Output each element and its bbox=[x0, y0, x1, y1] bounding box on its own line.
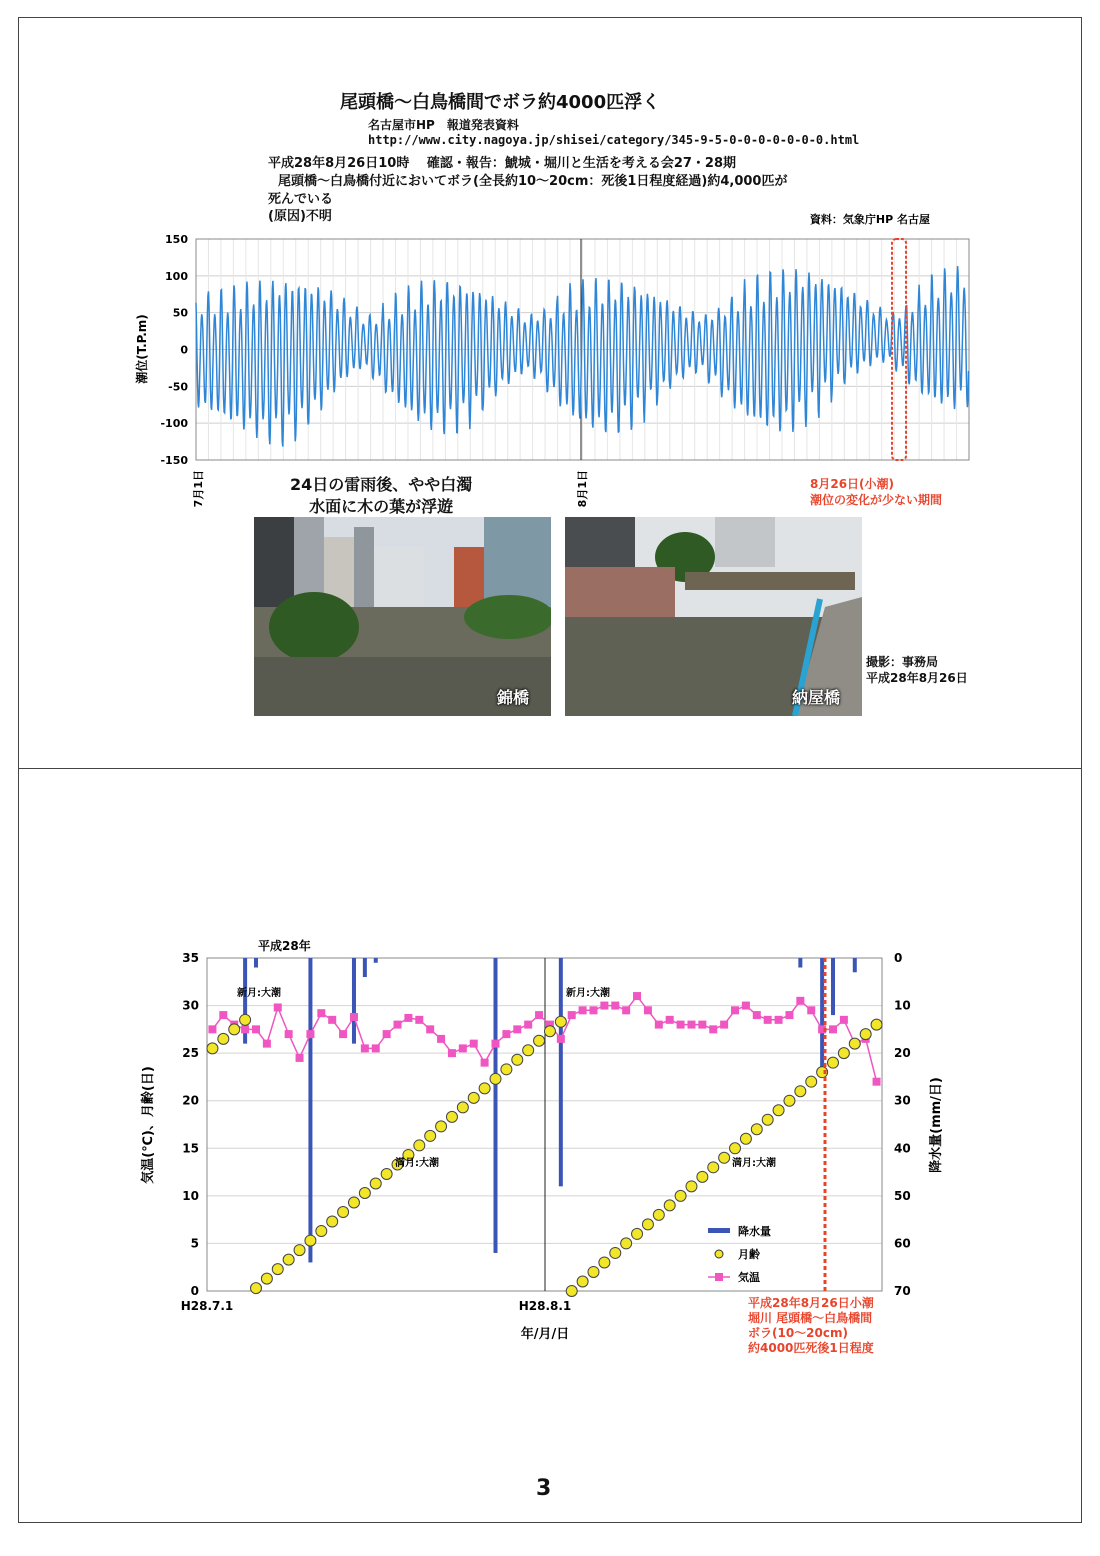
temp-point bbox=[622, 1006, 630, 1014]
temp-point bbox=[687, 1021, 695, 1029]
rain-bar bbox=[798, 958, 802, 968]
photo-credit-1: 撮影：事務局 bbox=[866, 655, 939, 669]
temp-point bbox=[448, 1049, 456, 1057]
moon-age-point bbox=[621, 1238, 632, 1249]
climate-y-left-tick: 5 bbox=[190, 1236, 199, 1251]
report-line-1: 平成28年8月26日10時 確認・報告：鯱城・堀川と生活を考える会27・28期 bbox=[268, 156, 737, 171]
moon-age-point bbox=[229, 1024, 240, 1035]
moon-age-point bbox=[218, 1033, 229, 1044]
incident-note-4: 約4000匹死後1日程度 bbox=[748, 1341, 874, 1355]
legend-rain-swatch bbox=[708, 1228, 730, 1233]
photo-caption-1: 24日の雷雨後、やや白濁 bbox=[290, 475, 473, 494]
moon-age-point bbox=[294, 1245, 305, 1256]
moon-age-point bbox=[523, 1045, 534, 1056]
moon-age-point bbox=[566, 1286, 577, 1297]
tide-x-tick-0: 7月1日 bbox=[192, 470, 205, 508]
moon-age-point bbox=[534, 1035, 545, 1046]
temp-point bbox=[339, 1030, 347, 1038]
temp-point bbox=[502, 1030, 510, 1038]
climate-x-tick-1: H28.8.1 bbox=[518, 1299, 572, 1313]
climate-y-right-tick: 10 bbox=[894, 998, 911, 1013]
moon-age-point bbox=[207, 1043, 218, 1054]
temp-point bbox=[666, 1016, 674, 1024]
tide-highlight-note bbox=[810, 476, 942, 508]
legend-temp-swatch bbox=[715, 1273, 723, 1281]
climate-y-left-tick: 10 bbox=[182, 1188, 199, 1203]
moon-age-point bbox=[468, 1092, 479, 1103]
moon-age-point bbox=[632, 1228, 643, 1239]
moon-age-point bbox=[751, 1124, 762, 1135]
temp-point bbox=[350, 1013, 358, 1021]
climate-annotation: 平成28年 bbox=[258, 939, 311, 953]
moon-age-point bbox=[490, 1073, 501, 1084]
temp-point bbox=[404, 1014, 412, 1022]
tide-y-tick: 50 bbox=[172, 306, 188, 320]
moon-age-point bbox=[730, 1143, 741, 1154]
moon-age-point bbox=[719, 1152, 730, 1163]
temp-point bbox=[296, 1054, 304, 1062]
moon-age-point bbox=[828, 1057, 839, 1068]
temp-point bbox=[535, 1011, 543, 1019]
rain-bar bbox=[853, 958, 857, 972]
moon-age-point bbox=[544, 1026, 555, 1037]
temp-point bbox=[753, 1011, 761, 1019]
climate-y-axis-right-label: 降水量(mm/日) bbox=[929, 1077, 944, 1173]
page-title: 尾頭橋～白鳥橋間でボラ約4000匹浮く bbox=[340, 92, 661, 113]
moon-age-point bbox=[849, 1038, 860, 1049]
moon-age-point bbox=[664, 1200, 675, 1211]
temp-point bbox=[372, 1044, 380, 1052]
tide-y-tick: 150 bbox=[165, 233, 188, 246]
page-number: 3 bbox=[536, 1476, 552, 1501]
tide-source: 資料：気象庁HP 名古屋 bbox=[809, 213, 930, 226]
temp-point bbox=[829, 1025, 837, 1033]
tide-x-tick-1: 8月1日 bbox=[576, 470, 589, 508]
moon-age-point bbox=[425, 1130, 436, 1141]
temp-point bbox=[481, 1059, 489, 1067]
temp-point bbox=[731, 1006, 739, 1014]
moon-age-point bbox=[653, 1209, 664, 1220]
climate-y-right-tick: 0 bbox=[894, 951, 903, 965]
moon-age-point bbox=[871, 1019, 882, 1030]
temp-point bbox=[677, 1021, 685, 1029]
temp-point bbox=[611, 1002, 619, 1010]
temp-point bbox=[644, 1006, 652, 1014]
moon-age-point bbox=[250, 1283, 261, 1294]
photo-nishiki-bridge bbox=[254, 517, 551, 716]
moon-label-new-1: 新月:大潮 bbox=[237, 988, 281, 999]
climate-y-right-tick: 50 bbox=[894, 1188, 911, 1203]
moon-label-full-2: 満月:大潮 bbox=[732, 1158, 776, 1169]
temp-point bbox=[241, 1025, 249, 1033]
moon-age-point bbox=[327, 1216, 338, 1227]
incident-note-2: 堀川 尾頭橋～白鳥橋間 bbox=[748, 1311, 873, 1325]
temp-point bbox=[426, 1025, 434, 1033]
temp-point bbox=[785, 1011, 793, 1019]
moon-age-point bbox=[414, 1140, 425, 1151]
source-label: 名古屋市HP 報道発表資料 bbox=[368, 118, 519, 132]
temp-point bbox=[317, 1009, 325, 1017]
temp-point bbox=[579, 1006, 587, 1014]
tide-y-tick: 100 bbox=[165, 269, 188, 283]
report-line-2: 尾頭橋～白鳥橋付近においてボラ(全長約10～20cm：死後1日程度経過)約4,000匹が bbox=[278, 174, 788, 189]
moon-label-new-2: 新月:大潮 bbox=[566, 988, 610, 999]
moon-age-point bbox=[479, 1083, 490, 1094]
temp-point bbox=[698, 1021, 706, 1029]
moon-age-point bbox=[305, 1235, 316, 1246]
moon-age-point bbox=[359, 1188, 370, 1199]
tide-y-tick: -150 bbox=[160, 454, 188, 467]
rain-bar bbox=[363, 958, 367, 977]
moon-age-point bbox=[762, 1114, 773, 1125]
rain-bar bbox=[831, 958, 835, 1015]
temp-point bbox=[524, 1021, 532, 1029]
photo-caption-2: 水面に木の葉が浮遊 bbox=[309, 497, 454, 516]
temp-point bbox=[492, 1040, 500, 1048]
temp-point bbox=[208, 1025, 216, 1033]
moon-age-point bbox=[457, 1102, 468, 1113]
moon-age-point bbox=[838, 1048, 849, 1059]
temp-point bbox=[589, 1006, 597, 1014]
tide-y-tick: 0 bbox=[180, 343, 188, 357]
temp-point bbox=[807, 1006, 815, 1014]
temp-point bbox=[513, 1025, 521, 1033]
moon-age-point bbox=[283, 1254, 294, 1265]
rain-bar bbox=[254, 958, 258, 968]
rain-bar bbox=[352, 958, 356, 1044]
temp-point bbox=[263, 1040, 271, 1048]
photo-naya-label: 納屋橋 bbox=[791, 688, 840, 707]
climate-y-left-tick: 20 bbox=[182, 1093, 199, 1108]
moon-age-point bbox=[381, 1168, 392, 1179]
moon-age-point bbox=[501, 1064, 512, 1075]
moon-age-point bbox=[642, 1219, 653, 1230]
climate-legend bbox=[708, 1224, 771, 1284]
temp-point bbox=[633, 992, 641, 1000]
temp-point bbox=[775, 1016, 783, 1024]
photo-nishiki-label: 錦橋 bbox=[496, 688, 529, 707]
temp-point bbox=[437, 1035, 445, 1043]
temp-point bbox=[383, 1030, 391, 1038]
photo-caption bbox=[290, 474, 472, 518]
temp-point bbox=[415, 1016, 423, 1024]
climate-y-left-tick: 25 bbox=[182, 1046, 199, 1061]
moon-age-point bbox=[436, 1121, 447, 1132]
report-line-4: (原因)不明 bbox=[268, 209, 332, 224]
moon-age-point bbox=[599, 1257, 610, 1268]
temp-point bbox=[252, 1025, 260, 1033]
moon-age-point bbox=[261, 1273, 272, 1284]
moon-age-point bbox=[338, 1207, 349, 1218]
moon-age-point bbox=[740, 1133, 751, 1144]
tide-highlight-note-2: 潮位の変化が少ない期間 bbox=[810, 493, 943, 507]
photo-credit-2: 平成28年8月26日 bbox=[866, 671, 968, 685]
rain-bar bbox=[494, 958, 498, 1253]
temp-point bbox=[459, 1044, 467, 1052]
moon-age-point bbox=[697, 1171, 708, 1182]
tide-y-tick: -100 bbox=[160, 417, 188, 431]
temp-point bbox=[600, 1002, 608, 1010]
moon-age-point bbox=[348, 1197, 359, 1208]
tide-chart bbox=[130, 212, 980, 512]
climate-y-left-tick: 0 bbox=[190, 1284, 199, 1298]
temp-point bbox=[361, 1044, 369, 1052]
climate-chart bbox=[130, 930, 950, 1350]
climate-x-axis-label: 年/月/日 bbox=[520, 1327, 570, 1342]
temp-point bbox=[568, 1011, 576, 1019]
temp-point bbox=[219, 1011, 227, 1019]
temp-point bbox=[285, 1030, 293, 1038]
tide-y-tick: -50 bbox=[168, 380, 188, 394]
photo-credit bbox=[866, 654, 968, 686]
report-line-3: 死んでいる bbox=[268, 192, 334, 207]
moon-age-point bbox=[860, 1029, 871, 1040]
climate-x-tick-0: H28.7.1 bbox=[180, 1299, 234, 1313]
moon-age-point bbox=[446, 1111, 457, 1122]
temp-point bbox=[742, 1002, 750, 1010]
moon-age-point bbox=[806, 1076, 817, 1087]
tide-highlight-note-1: 8月26日(小潮) bbox=[810, 477, 895, 491]
climate-y-right-tick: 30 bbox=[894, 1093, 911, 1108]
temp-point bbox=[394, 1021, 402, 1029]
moon-age-point bbox=[675, 1190, 686, 1201]
legend-moon-label: 月齢 bbox=[738, 1248, 760, 1261]
temp-point bbox=[840, 1016, 848, 1024]
rain-bar bbox=[559, 958, 563, 1186]
temp-point bbox=[328, 1016, 336, 1024]
page-divider bbox=[18, 768, 1082, 769]
moon-age-point bbox=[272, 1264, 283, 1275]
temp-point bbox=[470, 1040, 478, 1048]
moon-age-point bbox=[555, 1016, 566, 1027]
moon-age-point bbox=[588, 1266, 599, 1277]
climate-y-right-tick: 40 bbox=[894, 1141, 911, 1156]
temp-point bbox=[709, 1025, 717, 1033]
moon-age-point bbox=[370, 1178, 381, 1189]
incident-note bbox=[748, 1296, 874, 1356]
moon-age-point bbox=[773, 1105, 784, 1116]
moon-age-point bbox=[610, 1247, 621, 1258]
moon-age-point bbox=[240, 1014, 251, 1025]
rain-bar bbox=[308, 958, 312, 1262]
moon-age-point bbox=[686, 1181, 697, 1192]
temp-point bbox=[764, 1016, 772, 1024]
incident-note-1: 平成28年8月26日小潮 bbox=[748, 1296, 874, 1310]
temp-point bbox=[720, 1021, 728, 1029]
legend-moon-swatch bbox=[715, 1250, 723, 1258]
climate-y-left-tick: 15 bbox=[182, 1141, 199, 1156]
moon-age-point bbox=[784, 1095, 795, 1106]
climate-y-left-tick: 35 bbox=[182, 951, 199, 965]
tide-y-axis-label: 潮位(T.P.m) bbox=[135, 314, 149, 384]
moon-label-full-1: 満月:大潮 bbox=[395, 1158, 439, 1169]
moon-age-point bbox=[316, 1226, 327, 1237]
moon-age-point bbox=[512, 1054, 523, 1065]
temp-point bbox=[306, 1030, 314, 1038]
temp-point bbox=[274, 1003, 282, 1011]
moon-age-point bbox=[795, 1086, 806, 1097]
moon-age-point bbox=[577, 1276, 588, 1287]
photo-naya-bridge bbox=[565, 517, 862, 716]
climate-y-right-tick: 60 bbox=[894, 1236, 911, 1251]
temp-point bbox=[655, 1021, 663, 1029]
climate-y-right-tick: 20 bbox=[894, 1046, 911, 1061]
moon-age-point bbox=[708, 1162, 719, 1173]
climate-y-right-tick: 70 bbox=[894, 1284, 911, 1298]
legend-rain-label: 降水量 bbox=[738, 1225, 771, 1238]
rain-bar bbox=[374, 958, 378, 963]
climate-y-left-tick: 30 bbox=[182, 998, 199, 1013]
incident-note-3: ボラ(10～20cm) bbox=[748, 1326, 848, 1340]
temp-point bbox=[557, 1035, 565, 1043]
legend-temp-label: 気温 bbox=[738, 1271, 760, 1284]
climate-y-axis-left-label: 気温(℃)、月齢(日) bbox=[141, 1066, 156, 1184]
source-url[interactable]: http://www.city.nagoya.jp/shisei/category/345-9-5-0-0-0-0-0-0-0.html bbox=[368, 133, 860, 147]
temp-point bbox=[796, 997, 804, 1005]
temp-point bbox=[873, 1078, 881, 1086]
